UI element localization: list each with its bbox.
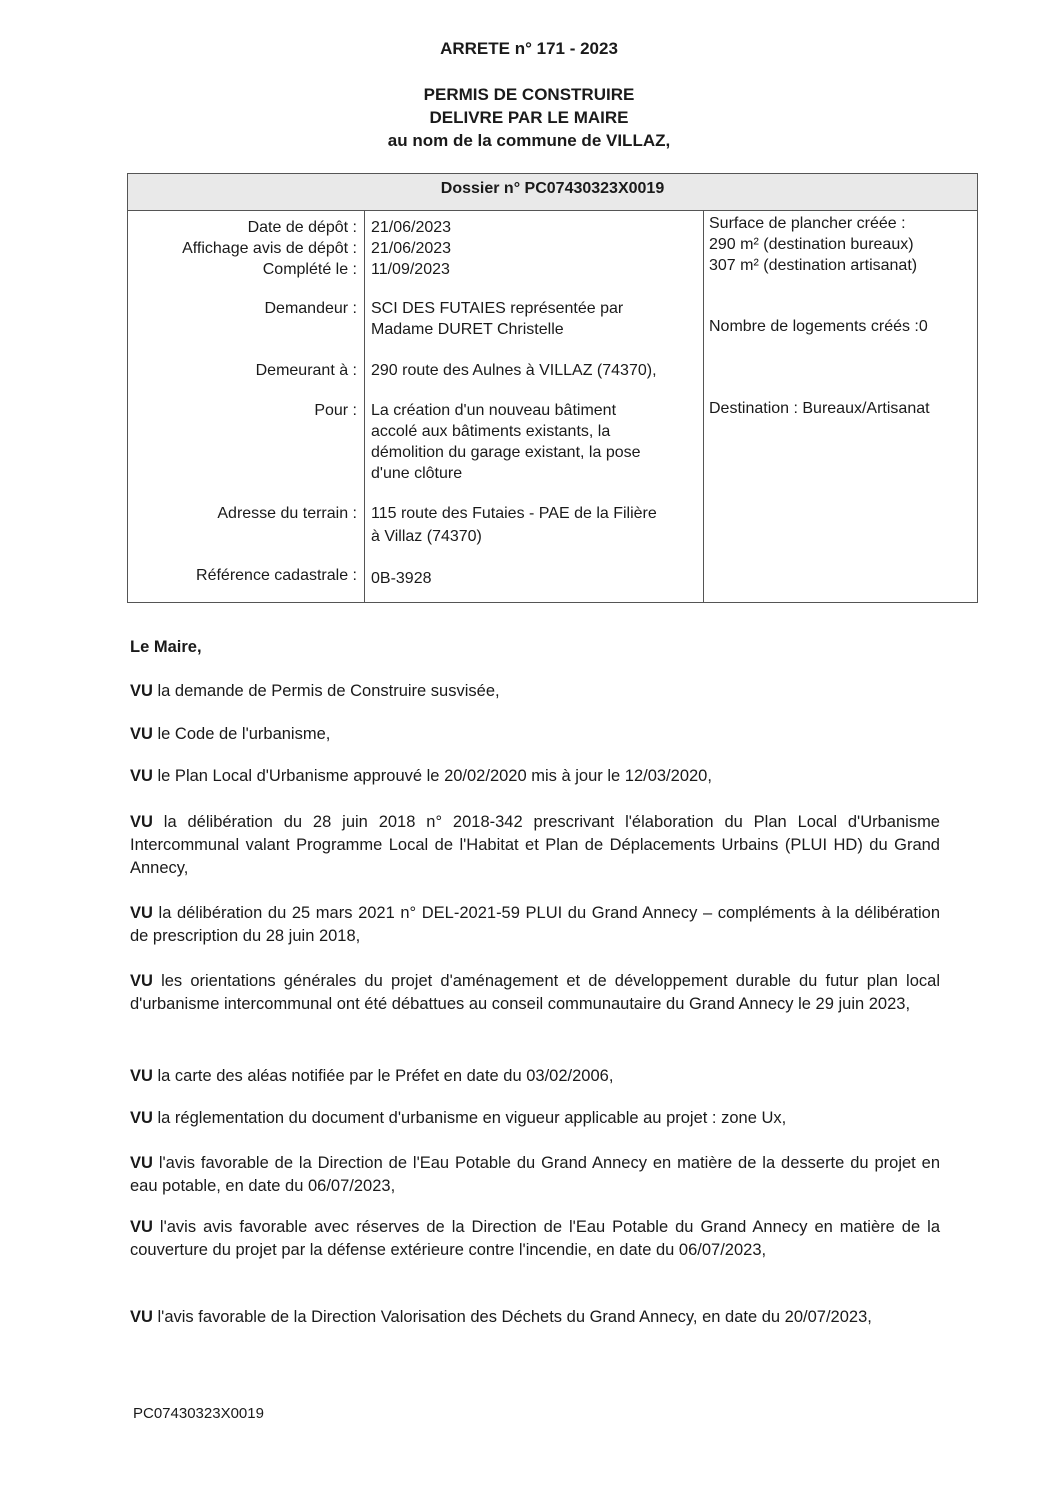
- column-divider: [364, 211, 365, 602]
- label-demandeur: Demandeur :: [264, 300, 357, 317]
- paragraph-text: les orientations générales du projet d'aménagement et de développement durable du futur plan local d'urbanisme intercommunal ont été débattues au conseil communautaire du Grand Annecy le 29 juin 2023,: [130, 972, 940, 1013]
- value-demeurant: 290 route des Aulnes à VILLAZ (74370),: [371, 362, 657, 379]
- vu-paragraph: [130, 902, 940, 948]
- vu-keyword: VU: [130, 904, 153, 922]
- paragraph-text: le Code de l'urbanisme,: [152, 725, 331, 743]
- paragraph-text: l'avis favorable de la Direction de l'Eau Potable du Grand Annecy en matière de la desserte du projet en eau potable, en date du 06/07/2023,: [130, 1154, 940, 1195]
- value-adresse: 115 route des Futaies - PAE de la Filière: [371, 505, 657, 522]
- footer-reference: PC07430323X0019: [133, 1405, 264, 1422]
- label-pour: Pour :: [314, 402, 357, 419]
- value-pour: d'une clôture: [371, 465, 463, 482]
- delivered-by: DELIVRE PAR LE MAIRE: [429, 108, 629, 127]
- vu-keyword: VU: [130, 813, 153, 831]
- label-adresse: Adresse du terrain :: [217, 505, 357, 522]
- value-pour: La création d'un nouveau bâtiment: [371, 402, 617, 419]
- permit-type: PERMIS DE CONSTRUIRE: [423, 85, 635, 104]
- paragraph-text: la délibération du 25 mars 2021 n° DEL-2021-59 PLUI du Grand Annecy – compléments à la délibération de prescription du 28 juin 2018,: [130, 904, 940, 945]
- value-affichage: 21/06/2023: [371, 240, 452, 257]
- vu-paragraph: [130, 1107, 940, 1130]
- vu-keyword: VU: [130, 767, 153, 785]
- vu-keyword: VU: [130, 1308, 153, 1326]
- vu-keyword: VU: [130, 725, 153, 743]
- commune-line: au nom de la commune de VILLAZ,: [387, 131, 671, 150]
- vu-paragraph: [130, 811, 940, 880]
- value-date-depot: 21/06/2023: [371, 219, 452, 236]
- vu-keyword: VU: [130, 1154, 153, 1172]
- vu-keyword: VU: [130, 682, 153, 700]
- vu-keyword: VU: [130, 1109, 153, 1127]
- vu-paragraph: [130, 765, 940, 788]
- vu-paragraph: [130, 1065, 940, 1088]
- surface-title: Surface de plancher créée :: [709, 215, 906, 232]
- value-complete: 11/09/2023: [371, 261, 450, 278]
- vu-paragraph: [130, 970, 940, 1016]
- arrete-title: ARRETE n° 171 - 2023: [440, 39, 618, 58]
- dossier-table: [127, 173, 978, 603]
- vu-keyword: VU: [130, 1067, 153, 1085]
- label-demeurant: Demeurant à :: [255, 362, 357, 379]
- value-demandeur: Madame DURET Christelle: [371, 321, 564, 338]
- label-affichage: Affichage avis de dépôt :: [182, 240, 357, 257]
- vu-paragraph: [130, 1216, 940, 1262]
- value-demandeur: SCI DES FUTAIES représentée par: [371, 300, 624, 317]
- surface-artisanat: 307 m² (destination artisanat): [709, 257, 918, 274]
- paragraph-text: l'avis avis favorable avec réserves de la Direction de l'Eau Potable du Grand Annecy en matière de la couverture du projet par la défense extérieure contre l'incendie, en date du 06/07/2023,: [130, 1218, 940, 1259]
- paragraph-text: la carte des aléas notifiée par le Préfet en date du 03/02/2006,: [152, 1067, 614, 1085]
- destination: Destination : Bureaux/Artisanat: [709, 400, 930, 417]
- surface-bureaux: 290 m² (destination bureaux): [709, 236, 914, 253]
- value-reference: 0B-3928: [371, 570, 432, 587]
- paragraph-text: la demande de Permis de Construire susvisée,: [152, 682, 500, 700]
- vu-paragraph: [130, 680, 940, 703]
- label-complete: Complété le :: [262, 261, 357, 278]
- paragraph-text: la réglementation du document d'urbanisme en vigueur applicable au projet : zone Ux,: [152, 1109, 787, 1127]
- value-pour: accolé aux bâtiments existants, la: [371, 423, 611, 440]
- column-divider: [703, 211, 704, 602]
- opening: Le Maire,: [130, 638, 202, 656]
- label-reference: Référence cadastrale :: [196, 567, 357, 584]
- vu-paragraph: [130, 723, 940, 746]
- paragraph-text: l'avis favorable de la Direction Valorisation des Déchets du Grand Annecy, en date du 20/07/2023,: [152, 1308, 872, 1326]
- vu-keyword: VU: [130, 1218, 153, 1236]
- dossier-heading: Dossier n° PC07430323X0019: [128, 174, 977, 211]
- logements-count: Nombre de logements créés :0: [709, 318, 928, 335]
- vu-paragraph: [130, 1306, 940, 1329]
- vu-keyword: VU: [130, 972, 153, 990]
- paragraph-text: le Plan Local d'Urbanisme approuvé le 20/02/2020 mis à jour le 12/03/2020,: [152, 767, 712, 785]
- vu-paragraph: [130, 1152, 940, 1198]
- label-date-depot: Date de dépôt :: [247, 219, 357, 236]
- value-pour: démolition du garage existant, la pose: [371, 444, 641, 461]
- value-adresse: à Villaz (74370): [371, 528, 482, 545]
- paragraph-text: la délibération du 28 juin 2018 n° 2018-342 prescrivant l'élaboration du Plan Local d'Urbanisme Intercommunal valant Programme Local de l'Habitat et Plan de Déplacements Urbains (PLUI HD) du Grand Annecy,: [130, 813, 940, 877]
